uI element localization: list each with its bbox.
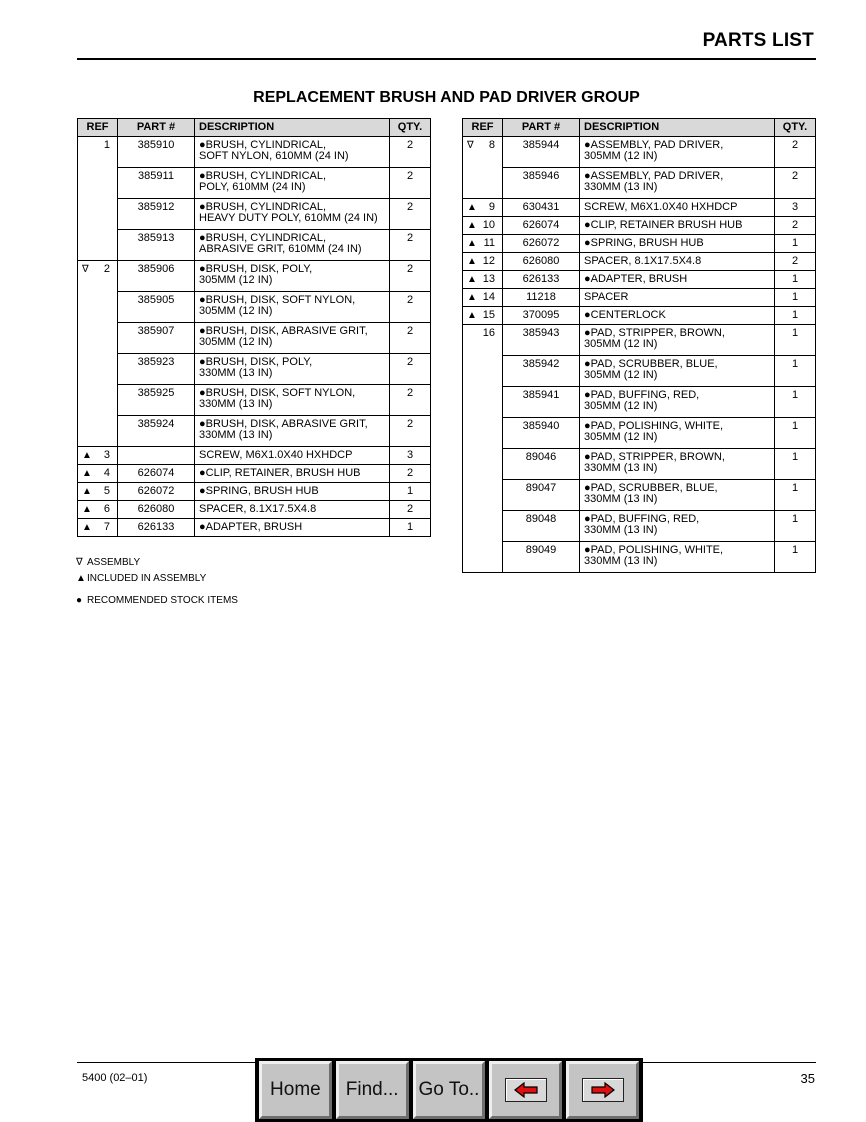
- ref-symbol-icon: ▲: [467, 292, 477, 303]
- part-number-cell: 11218: [503, 289, 580, 307]
- description-cell: SCREW, M6X1.0X40 HXHDCP: [195, 447, 390, 465]
- ref-cell: [463, 387, 503, 418]
- part-number-cell: 385942: [503, 356, 580, 387]
- table-row: [78, 323, 431, 354]
- part-number-cell: 626080: [503, 253, 580, 271]
- ref-cell: [463, 253, 503, 271]
- ref-number: 2: [103, 263, 110, 275]
- table-row: [78, 230, 431, 261]
- ref-cell: [463, 289, 503, 307]
- ref-number: 15: [482, 309, 495, 321]
- description-cell: ●PAD, SCRUBBER, BLUE, 305MM (12 IN): [580, 356, 775, 387]
- table-row: [78, 385, 431, 416]
- col-header-description: DESCRIPTION: [580, 119, 775, 137]
- table-row: [463, 217, 816, 235]
- table-row: [463, 137, 816, 168]
- part-number-cell: 385943: [503, 325, 580, 356]
- table-row: [463, 480, 816, 511]
- ref-number: 7: [103, 521, 110, 533]
- table-row: [463, 418, 816, 449]
- description-cell: ●BRUSH, CYLINDRICAL, HEAVY DUTY POLY, 610MM (24 IN): [195, 199, 390, 230]
- ref-symbol-icon: ▲: [82, 486, 92, 497]
- table-row: [463, 307, 816, 325]
- table-row: [78, 261, 431, 292]
- table-row: [463, 387, 816, 418]
- ref-number: 6: [103, 503, 110, 515]
- ref-number: 10: [482, 219, 495, 231]
- quantity-cell: 2: [390, 465, 431, 483]
- table-row: [463, 511, 816, 542]
- description-cell: ●BRUSH, DISK, SOFT NYLON, 305MM (12 IN): [195, 292, 390, 323]
- goto-button[interactable]: Go To..: [413, 1061, 486, 1119]
- ref-cell: [463, 325, 503, 356]
- part-number-cell: [118, 447, 195, 465]
- table-row: [78, 447, 431, 465]
- description-cell: SPACER: [580, 289, 775, 307]
- ref-cell: [78, 292, 118, 323]
- quantity-cell: 2: [390, 354, 431, 385]
- quantity-cell: 1: [390, 519, 431, 537]
- ref-cell: [463, 356, 503, 387]
- part-number-cell: 626074: [503, 217, 580, 235]
- quantity-cell: 3: [390, 447, 431, 465]
- quantity-cell: 2: [390, 137, 431, 168]
- col-header-part: PART #: [503, 119, 580, 137]
- table-row: [78, 292, 431, 323]
- col-header-description: DESCRIPTION: [195, 119, 390, 137]
- description-cell: ●PAD, BUFFING, RED, 305MM (12 IN): [580, 387, 775, 418]
- part-number-cell: 385923: [118, 354, 195, 385]
- ref-number: 9: [488, 201, 495, 213]
- part-number-cell: 385924: [118, 416, 195, 447]
- description-cell: ●BRUSH, CYLINDRICAL, SOFT NYLON, 610MM (24 IN): [195, 137, 390, 168]
- ref-cell: [463, 271, 503, 289]
- table-row: [78, 465, 431, 483]
- col-header-qty: QTY.: [775, 119, 816, 137]
- description-cell: SPACER, 8.1X17.5X4.8: [580, 253, 775, 271]
- right-arrow-icon: [582, 1078, 624, 1102]
- part-number-cell: 385941: [503, 387, 580, 418]
- triangle-icon: ▲: [76, 573, 86, 584]
- ref-cell: [78, 323, 118, 354]
- part-number-cell: 385913: [118, 230, 195, 261]
- table-row: [463, 235, 816, 253]
- legend-included: [76, 573, 206, 584]
- table-row: [78, 137, 431, 168]
- table-row: [78, 168, 431, 199]
- ref-cell: [463, 235, 503, 253]
- part-number-cell: 385944: [503, 137, 580, 168]
- part-number-cell: 385925: [118, 385, 195, 416]
- legend-text: INCLUDED IN ASSEMBLY: [87, 573, 207, 584]
- description-cell: ●CLIP, RETAINER BRUSH HUB: [580, 217, 775, 235]
- quantity-cell: 1: [775, 418, 816, 449]
- parts-table-left: [77, 118, 431, 537]
- description-cell: ●PAD, POLISHING, WHITE, 330MM (13 IN): [580, 542, 775, 573]
- ref-symbol-icon: ▲: [82, 468, 92, 479]
- quantity-cell: 1: [775, 511, 816, 542]
- quantity-cell: 1: [775, 307, 816, 325]
- ref-cell: [463, 418, 503, 449]
- table-row: [78, 483, 431, 501]
- quantity-cell: 1: [775, 387, 816, 418]
- ref-number: 14: [482, 291, 495, 303]
- description-cell: ●BRUSH, DISK, SOFT NYLON, 330MM (13 IN): [195, 385, 390, 416]
- description-cell: ●ADAPTER, BRUSH: [195, 519, 390, 537]
- table-header-row: [78, 119, 431, 137]
- ref-number: 13: [482, 273, 495, 285]
- ref-number: 3: [103, 449, 110, 461]
- quantity-cell: 1: [775, 325, 816, 356]
- bullet-icon: ●: [76, 595, 83, 606]
- ref-number: 11: [483, 237, 495, 249]
- table-row: [463, 253, 816, 271]
- table-row: [463, 449, 816, 480]
- ref-symbol-icon: ▲: [82, 504, 92, 515]
- part-number-cell: 89049: [503, 542, 580, 573]
- description-cell: ●BRUSH, CYLINDRICAL, ABRASIVE GRIT, 610MM (24 IN): [195, 230, 390, 261]
- part-number-cell: 385907: [118, 323, 195, 354]
- ref-cell: [78, 230, 118, 261]
- ref-number: 5: [103, 485, 110, 497]
- ref-cell: [78, 447, 118, 465]
- description-cell: ●ASSEMBLY, PAD DRIVER, 330MM (13 IN): [580, 168, 775, 199]
- col-header-ref: REF: [78, 119, 118, 137]
- table-row: [463, 356, 816, 387]
- home-button[interactable]: Home: [259, 1061, 332, 1119]
- quantity-cell: 2: [775, 137, 816, 168]
- quantity-cell: 2: [775, 217, 816, 235]
- table-row: [78, 199, 431, 230]
- next-page-button[interactable]: [566, 1061, 639, 1119]
- ref-number: 12: [482, 255, 495, 267]
- col-header-ref: REF: [463, 119, 503, 137]
- ref-symbol-icon: ▲: [467, 310, 477, 321]
- ref-cell: [78, 137, 118, 168]
- quantity-cell: 1: [775, 289, 816, 307]
- quantity-cell: 2: [390, 199, 431, 230]
- ref-symbol-icon: ▲: [82, 450, 92, 461]
- legend-text: ASSEMBLY: [87, 557, 141, 568]
- quantity-cell: 1: [775, 449, 816, 480]
- ref-cell: [463, 217, 503, 235]
- part-number-cell: 385946: [503, 168, 580, 199]
- part-number-cell: 626072: [503, 235, 580, 253]
- parts-table-right: [462, 118, 816, 573]
- description-cell: ●BRUSH, DISK, ABRASIVE GRIT, 305MM (12 IN): [195, 323, 390, 354]
- quantity-cell: 2: [390, 385, 431, 416]
- ref-cell: [463, 168, 503, 199]
- table-row: [78, 519, 431, 537]
- ref-symbol-icon: ▲: [467, 256, 477, 267]
- quantity-cell: 2: [390, 168, 431, 199]
- part-number-cell: 626133: [118, 519, 195, 537]
- ref-cell: [78, 168, 118, 199]
- quantity-cell: 1: [775, 480, 816, 511]
- table-row: [463, 289, 816, 307]
- description-cell: SCREW, M6X1.0X40 HXHDCP: [580, 199, 775, 217]
- assembly-symbol-icon: ∇: [76, 557, 83, 568]
- ref-cell: [78, 483, 118, 501]
- table-row: [78, 416, 431, 447]
- description-cell: ●PAD, SCRUBBER, BLUE, 330MM (13 IN): [580, 480, 775, 511]
- ref-symbol-icon: ▲: [82, 522, 92, 533]
- page-number: 35: [800, 1071, 815, 1086]
- part-number-cell: 89047: [503, 480, 580, 511]
- description-cell: ●BRUSH, DISK, POLY, 330MM (13 IN): [195, 354, 390, 385]
- previous-page-button[interactable]: [489, 1061, 562, 1119]
- description-cell: ●ADAPTER, BRUSH: [580, 271, 775, 289]
- group-title: REPLACEMENT BRUSH AND PAD DRIVER GROUP: [253, 89, 640, 106]
- ref-number: 1: [103, 139, 110, 151]
- part-number-cell: 630431: [503, 199, 580, 217]
- part-number-cell: 385940: [503, 418, 580, 449]
- table-row: [78, 501, 431, 519]
- ref-cell: [463, 511, 503, 542]
- quantity-cell: 1: [775, 356, 816, 387]
- ref-cell: [78, 199, 118, 230]
- part-number-cell: 626074: [118, 465, 195, 483]
- ref-cell: [463, 199, 503, 217]
- description-cell: ●SPRING, BRUSH HUB: [580, 235, 775, 253]
- quantity-cell: 1: [775, 542, 816, 573]
- document-code: 5400 (02–01): [82, 1072, 148, 1084]
- part-number-cell: 626133: [503, 271, 580, 289]
- quantity-cell: 2: [390, 230, 431, 261]
- table-header-row: [463, 119, 816, 137]
- ref-number: 4: [103, 467, 110, 479]
- ref-cell: [463, 137, 503, 168]
- description-cell: ●BRUSH, DISK, POLY, 305MM (12 IN): [195, 261, 390, 292]
- table-row: [463, 542, 816, 573]
- legend-recommended: [76, 595, 238, 606]
- ref-cell: [78, 416, 118, 447]
- description-cell: ●BRUSH, CYLINDRICAL, POLY, 610MM (24 IN): [195, 168, 390, 199]
- part-number-cell: 385910: [118, 137, 195, 168]
- ref-number: 8: [488, 139, 495, 151]
- table-row: [463, 199, 816, 217]
- left-arrow-icon: [505, 1078, 547, 1102]
- page-title: PARTS LIST: [702, 30, 814, 51]
- ref-symbol-icon: ▲: [467, 220, 477, 231]
- part-number-cell: 626080: [118, 501, 195, 519]
- find-button[interactable]: Find...: [336, 1061, 409, 1119]
- quantity-cell: 2: [390, 416, 431, 447]
- quantity-cell: 2: [775, 253, 816, 271]
- ref-cell: [78, 501, 118, 519]
- quantity-cell: 2: [390, 323, 431, 354]
- legend-text: RECOMMENDED STOCK ITEMS: [87, 595, 238, 606]
- navigation-bar: [255, 1058, 643, 1122]
- legend-assembly: [76, 557, 140, 568]
- ref-cell: [78, 465, 118, 483]
- ref-cell: [463, 307, 503, 325]
- ref-cell: [463, 480, 503, 511]
- ref-symbol-icon: ▲: [467, 238, 477, 249]
- ref-cell: [78, 519, 118, 537]
- description-cell: ●ASSEMBLY, PAD DRIVER, 305MM (12 IN): [580, 137, 775, 168]
- header-divider: [77, 58, 816, 60]
- col-header-part: PART #: [118, 119, 195, 137]
- description-cell: ●PAD, BUFFING, RED, 330MM (13 IN): [580, 511, 775, 542]
- table-row: [463, 325, 816, 356]
- description-cell: SPACER, 8.1X17.5X4.8: [195, 501, 390, 519]
- part-number-cell: 385912: [118, 199, 195, 230]
- ref-symbol-icon: ▲: [467, 274, 477, 285]
- quantity-cell: 1: [775, 235, 816, 253]
- quantity-cell: 1: [390, 483, 431, 501]
- ref-symbol-icon: ∇: [82, 264, 89, 275]
- table-row: [463, 168, 816, 199]
- ref-cell: [463, 449, 503, 480]
- description-cell: ●PAD, STRIPPER, BROWN, 305MM (12 IN): [580, 325, 775, 356]
- description-cell: ●SPRING, BRUSH HUB: [195, 483, 390, 501]
- part-number-cell: 385911: [118, 168, 195, 199]
- part-number-cell: 89046: [503, 449, 580, 480]
- quantity-cell: 2: [390, 292, 431, 323]
- part-number-cell: 89048: [503, 511, 580, 542]
- quantity-cell: 2: [390, 261, 431, 292]
- quantity-cell: 3: [775, 199, 816, 217]
- table-row: [463, 271, 816, 289]
- ref-symbol-icon: ▲: [467, 202, 477, 213]
- table-row: [78, 354, 431, 385]
- col-header-qty: QTY.: [390, 119, 431, 137]
- quantity-cell: 1: [775, 271, 816, 289]
- part-number-cell: 626072: [118, 483, 195, 501]
- ref-cell: [78, 354, 118, 385]
- description-cell: ●PAD, POLISHING, WHITE, 305MM (12 IN): [580, 418, 775, 449]
- part-number-cell: 385905: [118, 292, 195, 323]
- ref-number: 16: [482, 327, 495, 339]
- description-cell: ●CLIP, RETAINER, BRUSH HUB: [195, 465, 390, 483]
- description-cell: ●PAD, STRIPPER, BROWN, 330MM (13 IN): [580, 449, 775, 480]
- ref-cell: [78, 261, 118, 292]
- quantity-cell: 2: [775, 168, 816, 199]
- description-cell: ●CENTERLOCK: [580, 307, 775, 325]
- ref-cell: [78, 385, 118, 416]
- part-number-cell: 385906: [118, 261, 195, 292]
- part-number-cell: 370095: [503, 307, 580, 325]
- quantity-cell: 2: [390, 501, 431, 519]
- description-cell: ●BRUSH, DISK, ABRASIVE GRIT, 330MM (13 IN): [195, 416, 390, 447]
- ref-symbol-icon: ∇: [467, 140, 474, 151]
- ref-cell: [463, 542, 503, 573]
